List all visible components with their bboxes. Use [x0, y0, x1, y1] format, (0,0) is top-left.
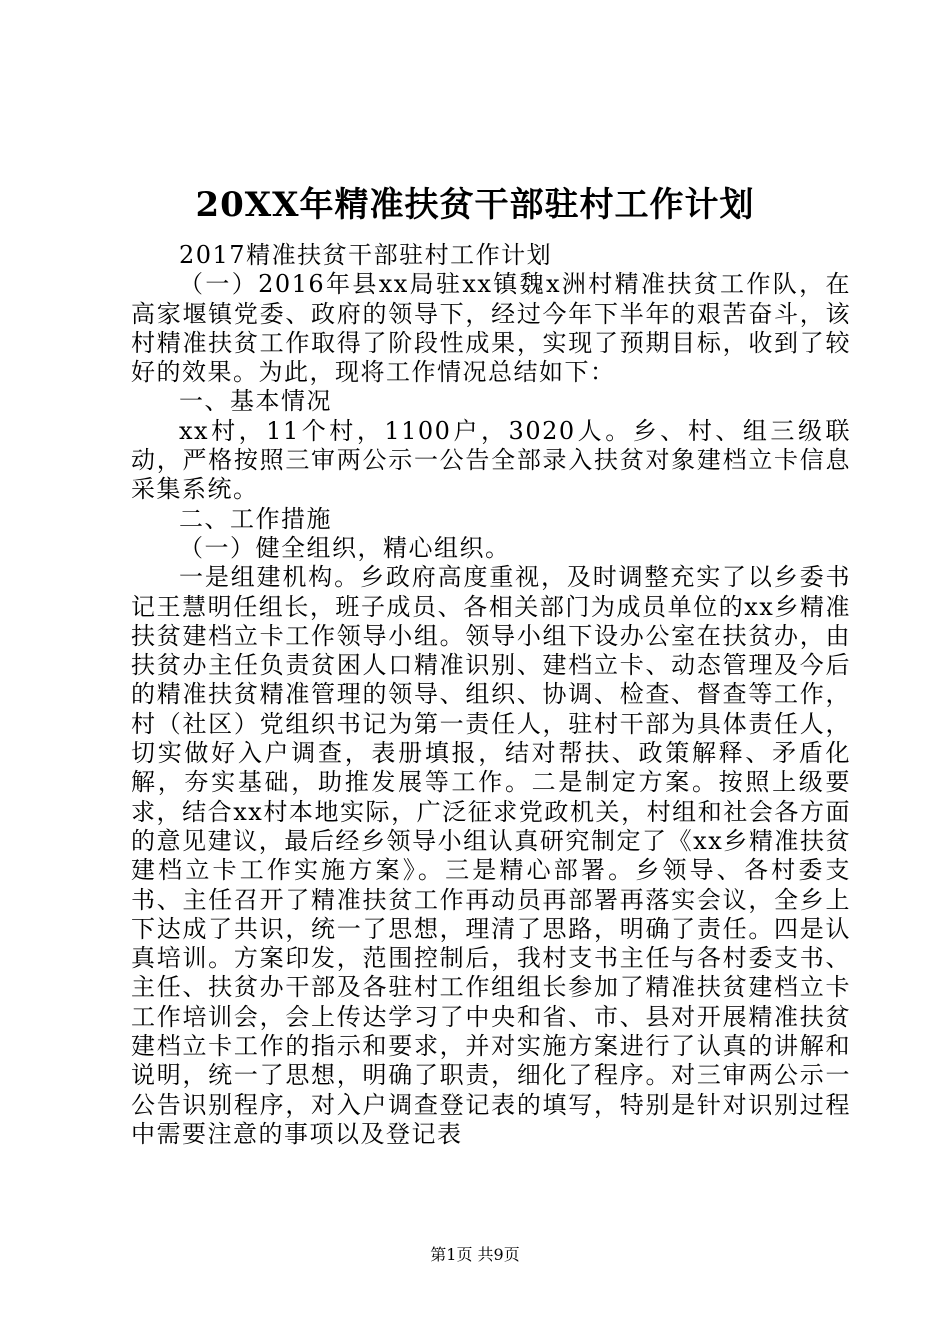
intro-paragraph: （一）2016年县xx局驻xx镇魏x洲村精准扶贫工作队，在高家堰镇党委、政府的领导下，经过今年下半年的艰苦奋斗，该村精准扶贫工作取得了阶段性成果，实现了预期目标，收到了较好的效果。为此，现将工作情况总结如下： — [131, 270, 851, 387]
document-body — [131, 241, 851, 1149]
subsection-heading: （一）健全组织，精心组织。 — [179, 533, 511, 562]
measures-paragraph: 一是组建机构。乡政府高度重视，及时调整充实了以乡委书记王慧明任组长，班子成员、各相关部门为成员单位的xx乡精准扶贫建档立卡工作领导小组。领导小组下设办公室在扶贫办，由扶贫办主任负责贫困人口精准识别、建档立卡、动态管理及今后的精准扶贫精准管理的领导、组织、协调、检查、督查等工作，村（社区）党组织书记为第一责任人，驻村干部为具体责任人，切实做好入户调查，表册填报，结对帮扶、政策解释、矛盾化解，夯实基础，助推发展等工作。二是制定方案。按照上级要求，结合xx村本地实际，广泛征求党政机关，村组和社会各方面的意见建议，最后经乡领导小组认真研究制定了《xx乡精准扶贫建档立卡工作实施方案》。三是精心部署。乡领导、各村委支书、主任召开了精准扶贫工作再动员再部署再落实会议，全乡上下达成了共识，统一了思想，理清了思路，明确了责任。四是认真培训。方案印发，范围控制后，我村支书主任与各村委支书、主任、扶贫办干部及各驻村工作组组长参加了精准扶贫建档立卡工作培训会，会上传达学习了中央和省、市、县对开展精准扶贫建档立卡工作的指示和要求，并对实施方案进行了认真的讲解和说明，统一了思想，明确了职责，细化了程序。对三审两公示一公告识别程序，对入户调查登记表的填写，特别是针对识别过程中需要注意的事项以及登记表 — [131, 563, 851, 1148]
section-heading-measures: 二、工作措施 — [179, 504, 332, 533]
page-title: 20XX年精准扶贫干部驻村工作计划 — [195, 185, 755, 225]
subtitle-paragraph: 2017精准扶贫干部驻村工作计划 — [179, 241, 553, 269]
basic-info-paragraph: xx村，11个村，1100户，3020人。乡、村、组三级联动，严格按照三审两公示一公告全部录入扶贫对象建档立卡信息采集系统。 — [131, 416, 851, 504]
page-footer: 第1页 共9页 — [430, 1245, 520, 1264]
section-heading-basic: 一、基本情况 — [179, 387, 332, 416]
